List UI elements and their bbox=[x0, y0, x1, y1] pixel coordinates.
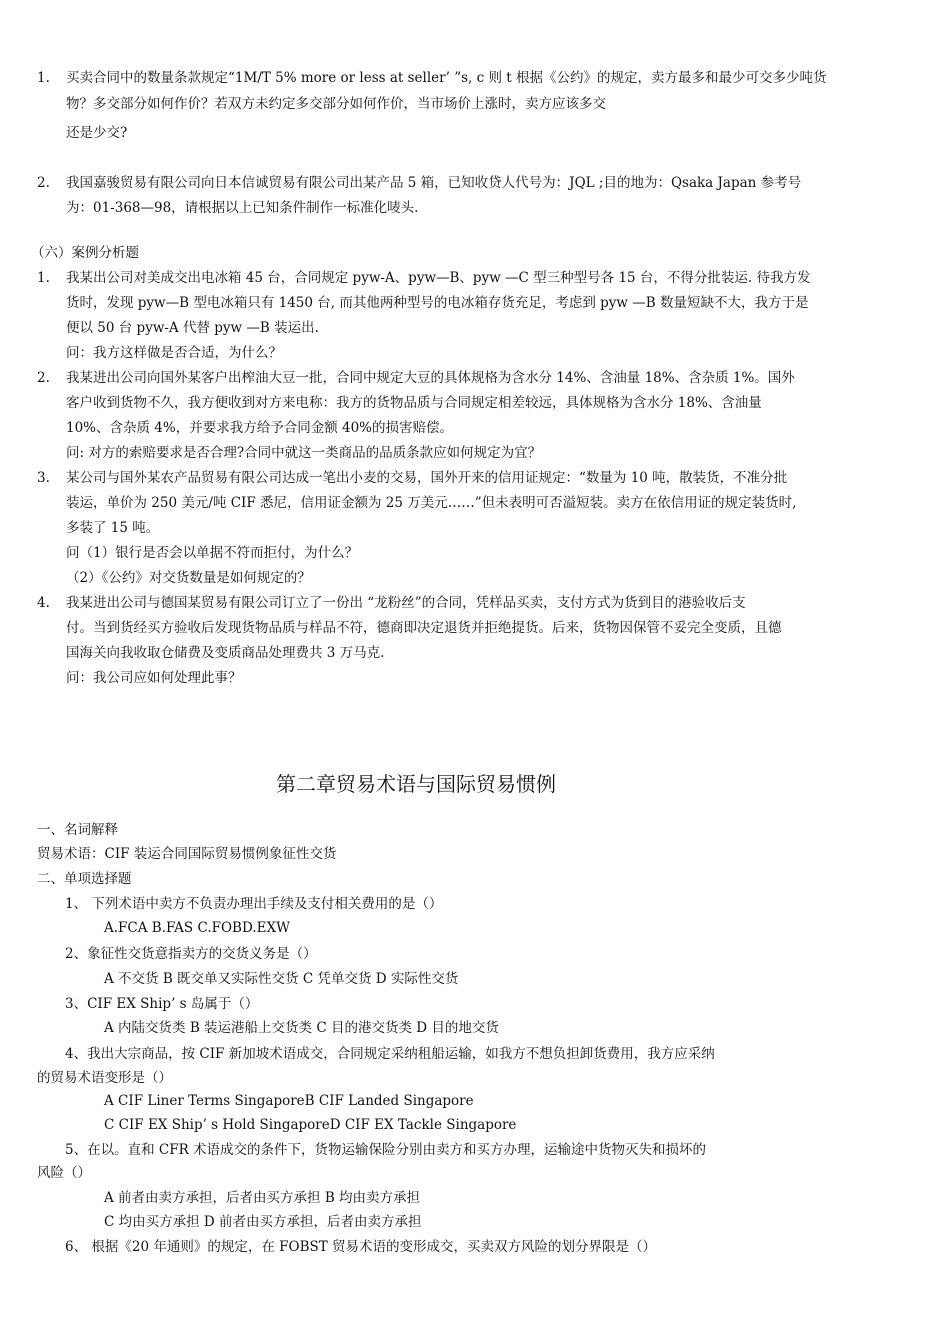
case-question: （2）《公约》对交货数量是如何规定的？ bbox=[66, 570, 311, 586]
choice-question: 4、我出大宗商品，按 CIF 新加坡术语成交，合同规定采纳租船运输，如我方不想负担卸货费用，我方应采纳 bbox=[65, 1046, 715, 1062]
item-number: 4. bbox=[37, 595, 50, 611]
choice-options: A CIF Liner Terms SingaporeB CIF Landed Singapore bbox=[104, 1093, 474, 1109]
choice-question: 1、 下列术语中卖方不负责办理出手续及支付相关费用的是（） bbox=[65, 896, 443, 912]
question-text: 为：01-368—98，请根据以上已知条件制作一标准化唛头. bbox=[66, 200, 419, 216]
case-text: 10%、含杂质 4%，并要求我方给予合同金额 40%的损害赔偿。 bbox=[66, 420, 454, 436]
question-text: 还是少交? bbox=[66, 125, 128, 141]
choice-question: 6、 根据《20 年通则》的规定，在 FOBST 贸易术语的变形成交，买卖双方风险的划分界限是（） bbox=[65, 1239, 657, 1255]
case-question: 问：我公司应如何处理此事？ bbox=[66, 670, 242, 686]
section-heading: 二、单项选择题 bbox=[37, 871, 132, 887]
case-text: 客户收到货物不久，我方便收到对方来电称：我方的货物品质与合同规定相差较远，具体规格为含水分 18%、含油量 bbox=[66, 395, 762, 411]
choice-options: C 均由买方承担 D 前者由买方承担，后者由卖方承担 bbox=[104, 1214, 422, 1230]
case-text: 国海关向我收取仓储费及变质商品处理费共 3 万马克. bbox=[66, 645, 385, 661]
case-text: 货时，发现 pyw—B 型电冰箱只有 1450 台, 而其他两种型号的电冰箱存货充足，考虑到 pyw —B 数量短缺不大，我方于是 bbox=[66, 295, 809, 311]
item-number: 1. bbox=[37, 270, 50, 286]
question-text: 物？多交部分如何作价？若双方未约定多交部分如何作价，当市场价上涨时，卖方应该多交 bbox=[66, 96, 606, 112]
choice-options: A.FCA B.FAS C.FOBD.EXW bbox=[104, 920, 290, 936]
terms-list: 贸易术语：CIF 装运合同国际贸易惯例象征性交货 bbox=[37, 846, 337, 862]
case-text: 我某出公司对美成交出电冰箱 45 台，合同规定 pyw-A、pyw—B、pyw —C 型三种型号各 15 台，不得分批装运. 待我方发 bbox=[66, 270, 811, 286]
choice-options: A 内陆交货类 B 装运港船上交货类 C 目的港交货类 D 目的地交货 bbox=[104, 1020, 499, 1036]
case-text: 多装了 15 吨。 bbox=[66, 520, 160, 536]
choice-question-cont: 风险（） bbox=[37, 1165, 91, 1181]
chapter-title: 第二章贸易术语与国际贸易惯例 bbox=[276, 772, 556, 796]
item-number: 3. bbox=[37, 470, 50, 486]
case-text: 便以 50 台 pyw-A 代替 pyw —B 装运出. bbox=[66, 320, 319, 336]
question-text: 我国嘉骏贸易有限公司向日本信诚贸易有限公司出某产品 5 箱，已知收贷人代号为：JQL ;目的地为：Qsaka Japan 参考号 bbox=[66, 175, 802, 191]
section-heading: 一、名词解释 bbox=[37, 822, 118, 838]
choice-options: C CIF EX Ship’ s Hold SingaporeD CIF EX Tackle Singapore bbox=[104, 1117, 517, 1133]
item-number: 2. bbox=[37, 175, 50, 191]
item-number: 2. bbox=[37, 370, 50, 386]
choice-question-cont: 的贸易术语变形是（） bbox=[37, 1070, 172, 1086]
case-question: 问（1）银行是否会以单据不符而拒付，为什么？ bbox=[66, 545, 359, 561]
case-text: 装运，单价为 250 美元/吨 CIF 悉尼，信用证金额为 25 万美元……”但未表明可否溢短装。卖方在依信用证的规定装货时, bbox=[66, 495, 797, 511]
case-text: 我某进出公司与德国某贸易有限公司订立了一份出 “龙粉丝”的合同，凭样品买卖，支付方式为货到目的港验收后支 bbox=[66, 595, 746, 611]
choice-question: 2、象征性交货意指卖方的交货义务是（） bbox=[65, 946, 317, 962]
choice-question: 3、CIF EX Ship’ s 岛属于（） bbox=[65, 996, 259, 1012]
item-number: 1. bbox=[37, 70, 50, 86]
case-text: 某公司与国外某农产品贸易有限公司达成一笔出小麦的交易，国外开来的信用证规定：“数量为 10 吨，散装货，不准分批 bbox=[66, 470, 788, 486]
case-question: 问: 对方的索赔要求是否合理?合同中就这一类商品的品质条款应如何规定为宜？ bbox=[66, 445, 542, 461]
case-text: 我某进出公司向国外某客户出榨油大豆一批，合同中规定大豆的具体规格为含水分 14%、含油量 18%、含杂质 1%。国外 bbox=[66, 370, 795, 386]
choice-question: 5、在以。直和 CFR 术语成交的条件下，货物运输保险分别由卖方和买方办理，运输途中货物灭失和损坏的 bbox=[65, 1142, 707, 1158]
section-heading: （六）案例分析题 bbox=[31, 245, 139, 261]
case-question: 问：我方这样做是否合适，为什么？ bbox=[66, 345, 282, 361]
question-text: 买卖合同中的数量条款规定“1M/T 5% more or less at seller’ ”s, c 则 t 根据《公约》的规定，卖方最多和最少可交多少吨货 bbox=[66, 70, 827, 86]
choice-options: A 前者由卖方承担，后者由买方承担 B 均由卖方承担 bbox=[104, 1190, 421, 1206]
choice-options: A 不交货 B 既交单又实际性交货 C 凭单交货 D 实际性交货 bbox=[104, 971, 459, 987]
case-text: 付。当到货经买方验收后发现货物品质与样品不符，德商即决定退货并拒绝提货。后来，货物因保管不妥完全变质，且德 bbox=[66, 620, 782, 636]
